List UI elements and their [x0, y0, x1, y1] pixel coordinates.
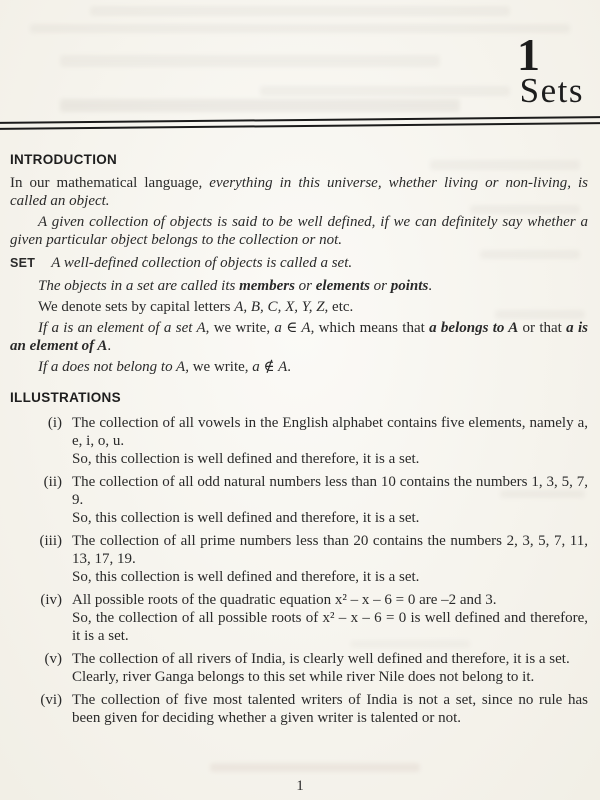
item-sentence: So, this collection is well defined and therefore, it is a set. [72, 451, 420, 467]
bleedthrough-artifact [30, 24, 570, 33]
bleedthrough-artifact [60, 99, 460, 112]
belongs-phrase: a belongs to A [429, 320, 519, 336]
page-number: 1 [296, 778, 304, 794]
intro-p1-lead: In our mathematical language, [10, 175, 210, 191]
item-marker: (vi) [40, 692, 62, 708]
item-text [72, 473, 588, 527]
item-marker: (v) [44, 651, 62, 667]
item-marker: (iv) [40, 592, 62, 608]
item-text [72, 691, 588, 727]
item-marker: (i) [47, 415, 62, 431]
not-element-end: . [287, 359, 292, 375]
item-sentence: So, this collection is well defined and therefore, it is a set. [72, 510, 420, 526]
item-text [72, 650, 588, 686]
chapter-divider-rule [0, 116, 600, 130]
element-text: we write, [209, 320, 275, 336]
illustration-item-6 [10, 691, 588, 727]
element-condition: If a is an element of a set A, [38, 320, 210, 336]
chapter-title: Sets [519, 71, 584, 110]
illustration-item-5 [10, 650, 588, 686]
element-notation: a ∈ A, [274, 320, 315, 336]
bleedthrough-artifact [260, 86, 510, 96]
illustration-item-4 [10, 591, 588, 645]
item-sentence: Clearly, river Ganga belongs to this set while river Nile does not belong to it. [72, 669, 535, 685]
intro-p1-definition: everything in this universe, whether living or non-living, is called an object. [10, 175, 588, 209]
not-element-paragraph [10, 358, 588, 376]
item-marker: (ii) [43, 474, 62, 490]
item-sentence: The collection of all rivers of India, is clearly well defined and therefore, it is a set. [72, 651, 570, 667]
members-lead: The objects in a set are called its [38, 278, 240, 294]
bleedthrough-artifact [60, 55, 440, 67]
not-element-condition: If a does not belong to A, [38, 359, 189, 375]
element-end: . [107, 338, 112, 354]
term-points: points [390, 278, 429, 294]
set-letters: A, B, C, X, Y, Z, [234, 299, 329, 315]
members-end: . [428, 278, 433, 294]
members-sep: or [294, 278, 316, 294]
bleedthrough-artifact [90, 6, 510, 16]
intro-paragraph-2: A given collection of objects is said to be well defined, if we can definitely say whether a given particular object belongs to the collection or not. [10, 214, 588, 248]
set-term-label: SET [10, 256, 36, 270]
bleedthrough-artifact [210, 763, 420, 772]
item-sentence: All possible roots of the quadratic equation x² – x – 6 = 0 are –2 and 3. [72, 592, 497, 608]
not-element-notation: a ∉ A [252, 359, 288, 375]
denote-lead: We denote sets by capital letters [38, 299, 235, 315]
chapter-number: 1 [517, 29, 540, 80]
item-sentence: So, this collection is well defined and therefore, it is a set. [72, 569, 420, 585]
illustrations-heading: ILLUSTRATIONS [10, 390, 121, 405]
item-sentence: So, the collection of all possible roots of x² – x – 6 = 0 is well defined and therefore, it is a set. [72, 610, 588, 644]
not-element-text: we write, [188, 359, 253, 375]
element-text: which means that [314, 320, 430, 336]
item-sentence: The collection of all odd natural numbers less than 10 contains the numbers 1, 3, 5, 7, 9. [72, 474, 588, 508]
set-definition-text: A well-defined collection of objects is called a set. [51, 255, 353, 271]
members-sep: or [369, 278, 391, 294]
item-sentence: The collection of all vowels in the English alphabet contains five elements, namely a, e, i, o, u. [72, 415, 588, 449]
item-sentence: The collection of all prime numbers less than 20 contains the numbers 2, 3, 5, 7, 11, 13, 17, 19. [72, 533, 588, 567]
term-elements: elements [315, 278, 370, 294]
item-text [72, 591, 588, 645]
illustration-item-2 [10, 473, 588, 527]
item-sentence: The collection of five most talented writers of India is not a set, since no rule has been given for deciding whether a given writer is talented or not. [72, 692, 588, 726]
item-text [72, 414, 588, 468]
members-paragraph [10, 277, 588, 295]
item-marker: (iii) [39, 533, 62, 549]
introduction-heading: INTRODUCTION [10, 152, 118, 167]
element-phrase: a is an element of A [10, 320, 589, 354]
illustration-item-3 [10, 532, 588, 586]
item-text [72, 532, 588, 586]
element-text: or that [518, 320, 567, 336]
denote-end: etc. [328, 299, 354, 315]
illustration-item-1 [10, 414, 588, 468]
term-members: members [239, 278, 295, 294]
set-definition [10, 254, 588, 272]
element-paragraph [10, 319, 588, 355]
page-content [10, 152, 588, 732]
intro-paragraph-1 [10, 174, 588, 210]
denote-paragraph [10, 298, 588, 316]
